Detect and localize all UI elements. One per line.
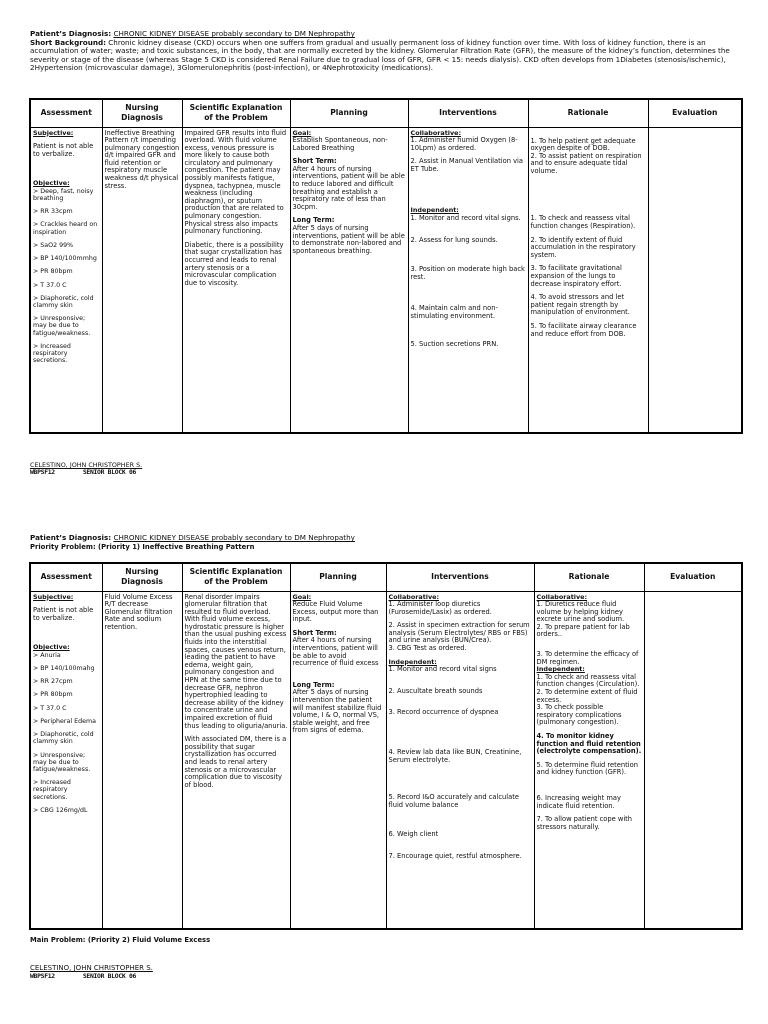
plan1-rationale-item: 1. To check and reassess vital function changes (Respiration). xyxy=(530,214,636,231)
plan2-explanation-cell xyxy=(182,591,290,929)
plan2-table xyxy=(29,562,743,930)
plan1-objective-item: > BP 140/100mmhg xyxy=(33,255,97,263)
plan1-header xyxy=(30,30,742,73)
plan1-col-planning: Planning xyxy=(290,99,408,127)
plan1-rationale-cell xyxy=(528,127,648,433)
plan1-indep-label: Independent: xyxy=(410,206,459,215)
plan1-objective-item: > RR 33cpm xyxy=(33,208,73,216)
plan2-rationale-item: 2. To determine extent of fluid excess. xyxy=(536,688,638,704)
plan1-intervention-item: 2. Assess for lung sounds. xyxy=(410,235,498,244)
plan2-objective-item: > Increased respiratory secretions. xyxy=(33,779,71,801)
plan1-rationale-item: 3. To facilitate gravitational expansion of the lungs to decrease inspiratory effort. xyxy=(530,264,622,288)
plan1-evaluation-cell xyxy=(648,127,742,433)
plan1-objective-label: Objective: xyxy=(33,179,70,188)
plan1-intervention-item: 2. Assist in Manual Ventilation via ET Tube. xyxy=(410,157,523,173)
plan1-objective-item: > Increased respiratory secretions. xyxy=(33,342,71,365)
plan1-objective-item: > T 37.0 C xyxy=(33,281,67,289)
plan2-main-problem: Main Problem: (Priority 2) Fluid Volume Excess xyxy=(30,936,211,944)
plan1-diagnosis-value: CHRONIC KIDNEY DISEASE probably secondary to DM Nephropathy xyxy=(113,29,355,38)
plan1-content-row xyxy=(30,127,742,433)
plan1-col-rationale: Rationale xyxy=(528,99,648,127)
plan1-footer-block: SENIOR BLOCK 06 xyxy=(82,468,137,476)
plan1-objective-item: > Deep, fast, noisy breathing xyxy=(33,187,94,203)
plan2-footer-block: SENIOR BLOCK 06 xyxy=(82,972,137,980)
plan1-footer-code: WBPSF12 xyxy=(30,468,55,476)
plan1-intervention-item: 3. Position on moderate high back rest. xyxy=(410,265,525,281)
plan2-rationale-item: 3. To determine the efficacy of DM regimen. xyxy=(536,650,639,666)
plan2-objective-item: > T 37.0 C xyxy=(33,704,67,712)
plan1-subjective-label: Subjective: xyxy=(33,128,74,137)
plan1-objective-item: > SaO2 99% xyxy=(33,241,74,249)
plan2-footer xyxy=(30,964,153,980)
plan1-explanation-p1: Impaired GFR results into fluid overload. With fluid volume excess, venous pressure is more likely to cause both circulatory and pulmonary congestion. The patient may possibly manifests fatigue, dyspnea, tachypnea, muscle weakness (including diaphragm), or sputum production that are related to pulmonary congestion. Physical stress also impacts pulmonary functioning. xyxy=(184,128,287,236)
plan2-explanation-p2: With associated DM, there is a possibility that sugar crystallization has occurred and leads to renal artery stenosis or a microvascular complication due to viscosity of blood. xyxy=(184,735,287,789)
plan1-subjective-text: Patient is not able to verbalize. xyxy=(33,142,94,158)
plan1-planning-cell xyxy=(290,127,408,433)
plan1-intervention-item: 1. Administer humid Oxygen (8-10Lpm) as ordered. xyxy=(410,136,518,152)
plan1-goal-text: Establish Spontaneous, non-Labored Breathing xyxy=(292,136,388,152)
plan1-rationale-item: 2. To assist patient on respiration and to ensure adequate tidal volume. xyxy=(530,151,642,175)
plan1-col-diagnosis: Nursing Diagnosis xyxy=(102,99,182,127)
plan2-intervention-item: 7. Encourage quiet, restful atmosphere. xyxy=(388,852,522,860)
plan2-priority: Priority Problem: (Priority 1) Ineffective Breathing Pattern xyxy=(30,542,255,551)
plan2-objective-item: > BP 140/100mahg xyxy=(33,665,95,673)
plan2-long-term-text: After 5 days of nursing intervention the patient will manifest stabilize fluid volume, I & O, normal VS, stable weight, and free from signs of edema. xyxy=(292,688,382,735)
plan2-col-rationale: Rationale xyxy=(534,563,644,591)
plan1-diagnosis-label: Patient’s Diagnosis: xyxy=(30,29,112,38)
plan1-long-term-text: After 5 days of nursing interventions, patient will be able to demonstrate non-labored and spontaneous breathing. xyxy=(292,224,405,255)
plan2-collab-label: Collaborative: xyxy=(388,592,440,601)
plan1-rationale-item: 1. To help patient get adequate oxygen despite of DOB. xyxy=(530,136,636,153)
plan2-col-planning: Planning xyxy=(290,563,386,591)
plan1-objective-item: > Diaphoretic, cold clammy skin xyxy=(33,294,94,309)
plan2-diagnosis-line xyxy=(30,534,355,543)
plan1-diagnosis-cell xyxy=(102,127,182,433)
plan2-intervention-item: 2. Assist in specimen extraction for serum analysis (Serum Electrolytes/ RBS or FBS) and urine analysis (BUN/Crea). xyxy=(388,621,530,645)
plan2-col-assessment: Assessment xyxy=(30,563,102,591)
plan2-subjective-label: Subjective: xyxy=(33,592,74,601)
plan1-short-term-text: After 4 hours of nursing interventions, patient will be able to reduce labored and difficult breathing and establish a respiratory rate of less than 30cpm. xyxy=(292,164,405,211)
plan1-intervention-item: 1. Monitor and record vital signs. xyxy=(410,214,521,223)
plan2-intervention-item: 1. Monitor and record vital signs xyxy=(388,665,497,674)
plan2-assessment-cell xyxy=(30,591,102,929)
plan1-long-term-label: Long Term: xyxy=(292,216,335,225)
plan2-header-row xyxy=(30,563,742,591)
plan1-objective-item: > Unresponsive; may be due to fatigue/weakness. xyxy=(33,315,91,337)
plan2-intervention-item: 3. CBG Test as ordered. xyxy=(388,644,467,653)
plan2-diagnosis-cell xyxy=(102,591,182,929)
plan2-diagnosis-text: Fluid Volume Excess R/T decrease Glomerular filtration Rate and sodium retention. xyxy=(104,592,173,631)
plan2-rationale-item: 7. To allow patient cope with stressors naturally. xyxy=(536,815,633,831)
plan2-objective-item: > PR 80bpm xyxy=(33,691,73,699)
plan1-footer-row xyxy=(30,468,142,476)
plan2-interventions-cell xyxy=(386,591,534,929)
plan2-indep-label: Independent: xyxy=(388,657,437,666)
plan2-col-evaluation: Evaluation xyxy=(644,563,742,591)
plan1-footer-name: CELESTINO, JOHN CHRISTOPHER S. xyxy=(30,461,143,469)
plan2-intervention-item: 4. Review lab data like BUN, Creatinine, Serum electrolyte. xyxy=(388,748,522,764)
plan2-footer-row xyxy=(30,972,153,980)
plan2-objective-item: > Anuria xyxy=(33,651,61,659)
plan2-header xyxy=(30,534,355,551)
plan2-goal-text: Reduce Fluid Volume Excess, output more than input. xyxy=(292,600,379,624)
plan1-objective-item: > Crackles heard on inspiration xyxy=(33,221,98,236)
plan2-objective-item: > CBG 126mg/dL xyxy=(33,806,88,814)
plan1-col-evaluation: Evaluation xyxy=(648,99,742,127)
plan2-rationale-item: 6. Increasing weight may indicate fluid retention. xyxy=(536,793,621,810)
plan1-header-row xyxy=(30,99,742,127)
plan2-explanation-p1: Renal disorder impairs glomerular filtration that resulted to fluid overload. With fluid volume excess, hydrostatic pressure is higher than the usual pushing excess fluids into the interstitial spaces, causes venous return, leading the patient to have edema, weight gain, pulmonary congestion and HPN at the same time due to decrease GFR, nephron hypertrophied leading to decrease ability of the kidney to concentrate urine and impaired excretion of fluid thus leading to oliguria/anuria. xyxy=(184,592,288,730)
plan1-table xyxy=(29,98,743,434)
plan1-background xyxy=(30,39,742,73)
plan2-long-term-label: Long Term: xyxy=(292,680,335,689)
plan2-rationale-item: 1. Diuretics reduce fluid volume by helping kidney excrete urine and sodium. xyxy=(536,600,625,624)
plan1-interventions-cell xyxy=(408,127,528,433)
plan1-background-text: Chronic kidney disease (CKD) occurs when one suffers from gradual and usually permanent loss of kidney function over time. With loss of kidney function, there is an accumulation of water; waste; and toxic substances, in the body, that are normally excreted by the kidney. Glomerular Filtration Rate (GFR), the measure of the kidney’s function, determines the severity or stage of the disease (whereas Stage 5 CKD is considered Renal Failure due to gradual loss of GFR, GFR < 15: needs dialysis). CKD often develops from 1Diabetes (stenosis/ischemic), 2Hypertension (microvascular damage), 3Glomerulonephritis (post-infection), or 4Nephrotoxicity (medications). xyxy=(30,37,730,73)
plan1-short-term-label: Short Term: xyxy=(292,157,337,166)
plan2-objective-item: > RR 27cpm xyxy=(33,678,73,686)
plan1-col-explanation: Scientific Explanation of the Problem xyxy=(182,99,290,127)
plan2-intervention-item: 1. Administer loop diuretics (Furosemide/Lasix) as ordered. xyxy=(388,600,492,616)
plan2-rationale-item: 3. To check possible respiratory complications (pulmonary congestion). xyxy=(536,703,622,727)
plan2-diagnosis-value: CHRONIC KIDNEY DISEASE probably secondary to DM Nephropathy xyxy=(113,533,355,542)
plan1-assessment-cell xyxy=(30,127,102,433)
plan1-explanation-p2: Diabetic, there is a possibility that sugar crystallization has occurred and leads to renal artery stenosis or a microvascular complication due to viscosity. xyxy=(184,240,284,287)
plan2-intervention-item: 5. Record I&O accurately and calculate fluid volume balance xyxy=(388,793,519,809)
plan1-intervention-item: 4. Maintain calm and non-stimulating environment. xyxy=(410,304,498,321)
plan2-planning-cell xyxy=(290,591,386,929)
plan1-explanation-cell xyxy=(182,127,290,433)
plan1-objective-item: > PR 80bpm xyxy=(33,268,73,276)
plan1-intervention-item: 5. Suction secretions PRN. xyxy=(410,339,499,348)
plan2-objective-item: > Diaphoretic, cold clammy skin xyxy=(33,731,94,746)
plan1-diagnosis-text: Ineffective Breathing Pattern r/t impending pulmonary congestion d/t impaired GFR and fluid retention or respiratory muscle weakness d/t physical stress. xyxy=(104,128,180,190)
plan2-goal-label: Goal: xyxy=(292,592,312,601)
plan1-rationale-item: 4. To avoid stressors and let patient regain strength by manipulation of environment. xyxy=(530,293,630,317)
plan1-rationale-item: 5. To facilitate airway clearance and reduce effort from DOB. xyxy=(530,322,637,338)
plan1-background-label: Short Background: xyxy=(30,37,106,47)
plan2-objective-item: > Unresponsive; may be due to fatigue/weakness. xyxy=(33,751,91,773)
plan1-rationale-item: 2. To identify extent of fluid accumulation in the respiratory system. xyxy=(530,235,636,259)
plan1-col-interventions: Interventions xyxy=(408,99,528,127)
plan2-evaluation-cell xyxy=(644,591,742,929)
plan2-col-explanation: Scientific Explanation of the Problem xyxy=(182,563,290,591)
plan2-rationale-item: 4. To monitor kidney function and fluid retention (electrolyte compensation). xyxy=(536,732,642,756)
plan2-rationale-collab-label: Collaborative: xyxy=(536,592,588,601)
plan2-col-interventions: Interventions xyxy=(386,563,534,591)
plan1-footer xyxy=(30,462,142,476)
plan2-footer-code: WBPSF12 xyxy=(30,972,55,980)
plan2-intervention-item: 3. Record occurrence of dyspnea xyxy=(388,708,499,717)
plan2-col-diagnosis: Nursing Diagnosis xyxy=(102,563,182,591)
plan2-rationale-item: 2. To prepare patient for lab orders.. xyxy=(536,622,630,639)
plan2-short-term-label: Short Term: xyxy=(292,628,337,637)
plan2-footer-name: CELESTINO, JOHN CHRISTOPHER S. xyxy=(30,964,153,972)
plan1-collab-label: Collaborative: xyxy=(410,128,462,137)
plan2-intervention-item: 2. Auscultate breath sounds xyxy=(388,686,483,695)
plan2-intervention-item: 6. Weigh client xyxy=(388,830,439,839)
plan1-col-assessment: Assessment xyxy=(30,99,102,127)
plan2-rationale-indep-label: Independent: xyxy=(536,665,585,674)
plan1-goal-label: Goal: xyxy=(292,128,312,137)
plan2-diagnosis-label: Patient’s Diagnosis: xyxy=(30,533,112,542)
plan2-content-row xyxy=(30,591,742,929)
plan2-objective-label: Objective: xyxy=(33,643,70,652)
plan2-subjective-text: Patient is not able to verbalize. xyxy=(33,606,94,622)
plan2-rationale-cell xyxy=(534,591,644,929)
plan2-objective-item: > Peripheral Edema xyxy=(33,717,96,725)
plan2-short-term-text: After 4 hours of nursing interventions, patient will be able to avoid recurrence of fluid excess xyxy=(292,636,379,668)
plan2-rationale-item: 1. To check and reassess vital function changes (Circulation). xyxy=(536,672,640,689)
plan2-rationale-item: 5. To determine fluid retention and kidney function (GFR). xyxy=(536,760,638,777)
